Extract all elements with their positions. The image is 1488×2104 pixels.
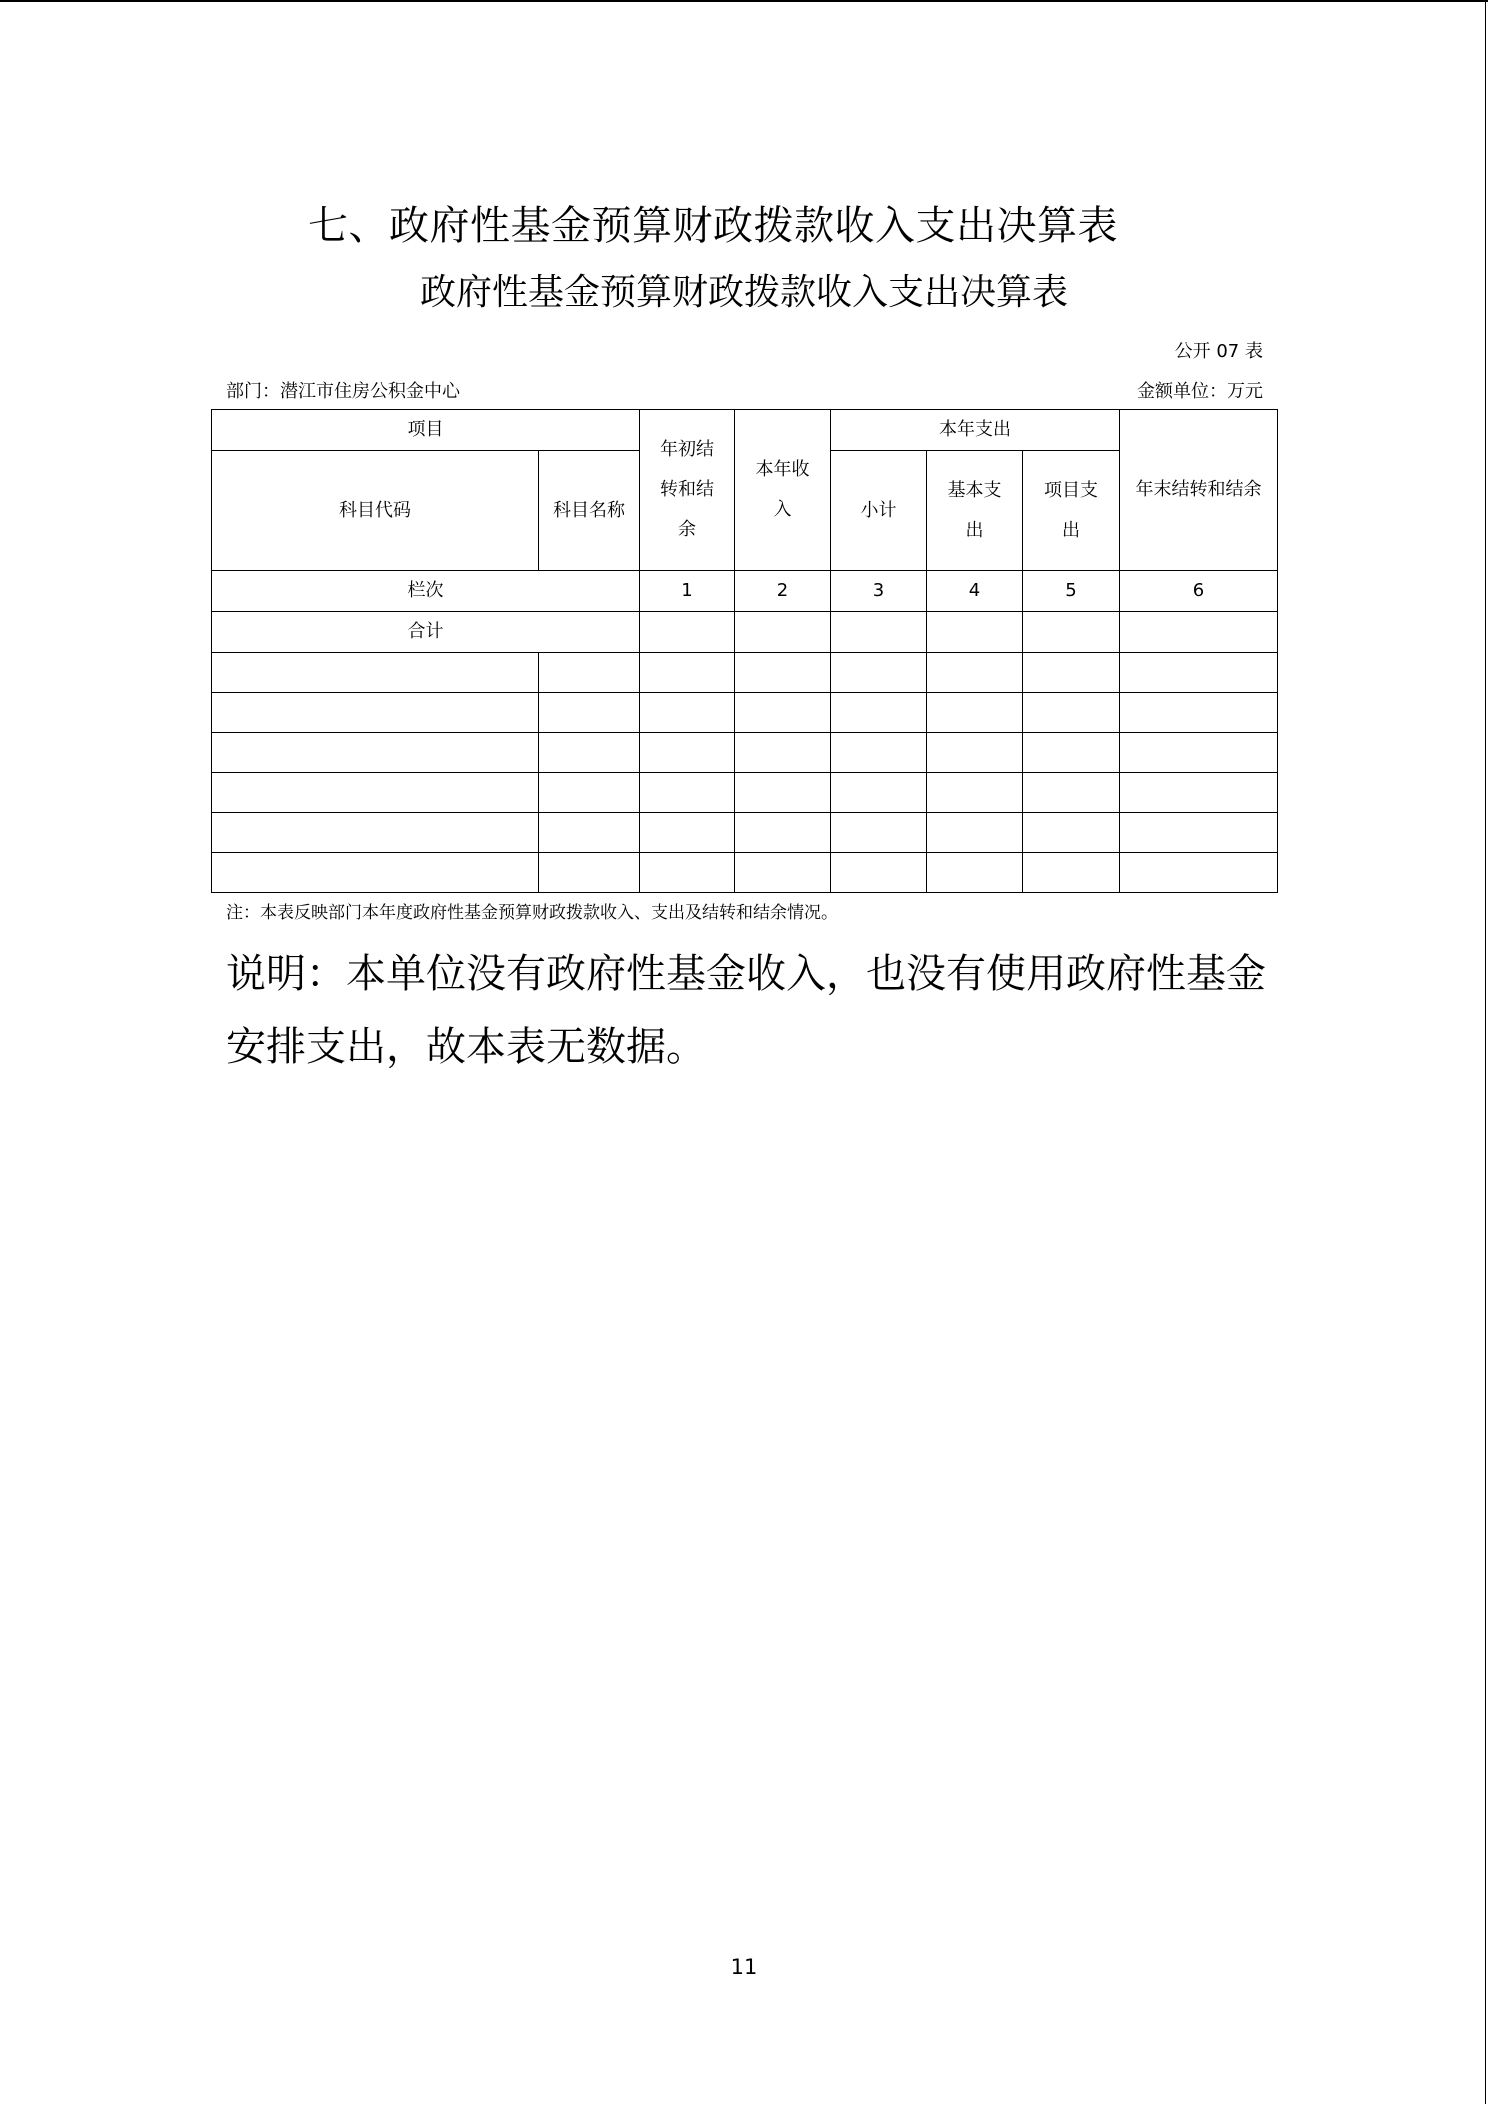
form-number-suffix: 表 [1239,341,1263,362]
table-cell [640,773,735,813]
table-cell [735,813,831,853]
column-number-4: 4 [927,571,1023,612]
table-cell [539,653,640,693]
table-cell [539,853,640,893]
column-index-label: 栏次 [212,571,640,612]
table-cell [735,773,831,813]
table-cell [1023,693,1120,733]
table-cell [927,693,1023,733]
table-cell [927,813,1023,853]
header-current-income-text: 本年收 入 [755,459,810,520]
page-number: 11 [730,1955,758,1979]
header-project-expenditure-text: 项目支 出 [1044,479,1098,541]
table-title: 政府性基金预算财政拨款收入支出决算表 [419,272,1068,313]
table-cell [735,733,831,773]
table-cell [927,853,1023,893]
header-opening-balance-text: 年初结 转和结 余 [660,439,714,540]
page-top-border [0,0,1488,2]
amount-unit-label: 金额单位：万元 [1137,381,1263,402]
table-cell [735,693,831,733]
table-cell [212,653,539,693]
table-cell [1120,693,1278,733]
table-row [212,733,1278,773]
table-cell [1120,653,1278,693]
table-cell [1120,773,1278,813]
header-current-income [735,410,831,571]
table-cell [640,653,735,693]
table-cell [735,653,831,693]
header-closing-balance: 年末结转和结余 [1120,410,1278,571]
table-cell [539,813,640,853]
table-cell [1023,653,1120,693]
table-cell [539,693,640,733]
table-cell [640,733,735,773]
form-number [1175,337,1263,363]
table-cell [927,733,1023,773]
table-cell [212,693,539,733]
table-cell [1120,612,1278,653]
table-row [212,773,1278,813]
table-cell [212,733,539,773]
table-cell [831,853,927,893]
table-cell [831,773,927,813]
table-cell [640,612,735,653]
table-cell [640,813,735,853]
table-cell [640,853,735,893]
table-row [212,693,1278,733]
table-row [212,653,1278,693]
header-basic-expenditure [927,451,1023,571]
column-number-2: 2 [735,571,831,612]
column-number-3: 3 [831,571,927,612]
table-note: 注：本表反映部门本年度政府性基金预算财政拨款收入、支出及结转和结余情况。 [226,903,838,923]
table-cell [640,693,735,733]
header-subject-name: 科目名称 [539,451,640,571]
section-heading: 七、政府性基金预算财政拨款收入支出决算表 [308,203,1118,249]
table-cell [927,773,1023,813]
table-row [212,813,1278,853]
column-number-6: 6 [1120,571,1278,612]
table-cell [831,813,927,853]
header-subject-code: 科目代码 [212,451,539,571]
table-cell [1120,733,1278,773]
department-label: 部门：潜江市住房公积金中心 [226,381,460,402]
table-cell [1023,813,1120,853]
page-right-border [1485,0,1486,2104]
total-label: 合计 [212,612,640,653]
table-cell [1023,733,1120,773]
header-subtotal: 小计 [831,451,927,571]
table-cell [735,612,831,653]
table-cell [735,853,831,893]
table-cell [831,653,927,693]
table-cell [831,612,927,653]
table-cell [1023,612,1120,653]
column-number-5: 5 [1023,571,1120,612]
table-cell [927,653,1023,693]
table-cell [212,853,539,893]
table-cell [831,693,927,733]
table-cell [927,612,1023,653]
table-cell [1120,813,1278,853]
explanation-text: 说明：本单位没有政府性基金收入，也没有使用政府性基金安排支出，故本表无数据。 [226,951,1266,1070]
header-item: 项目 [212,410,640,451]
form-number-value: 07 [1216,341,1240,362]
column-index-row [212,571,1278,612]
table-cell [212,813,539,853]
total-row [212,612,1278,653]
table-cell [539,733,640,773]
header-current-expenditure: 本年支出 [831,410,1120,451]
form-number-prefix: 公开 [1174,341,1217,362]
table-cell [1023,853,1120,893]
header-opening-balance [640,410,735,571]
table-cell [1120,853,1278,893]
header-basic-expenditure-text: 基本支 出 [947,479,1002,541]
table-row [212,853,1278,893]
column-number-1: 1 [640,571,735,612]
header-project-expenditure [1023,451,1120,571]
table-cell [831,733,927,773]
table-cell [539,773,640,813]
table-cell [212,773,539,813]
table-cell [1023,773,1120,813]
fund-budget-table [211,409,1278,893]
